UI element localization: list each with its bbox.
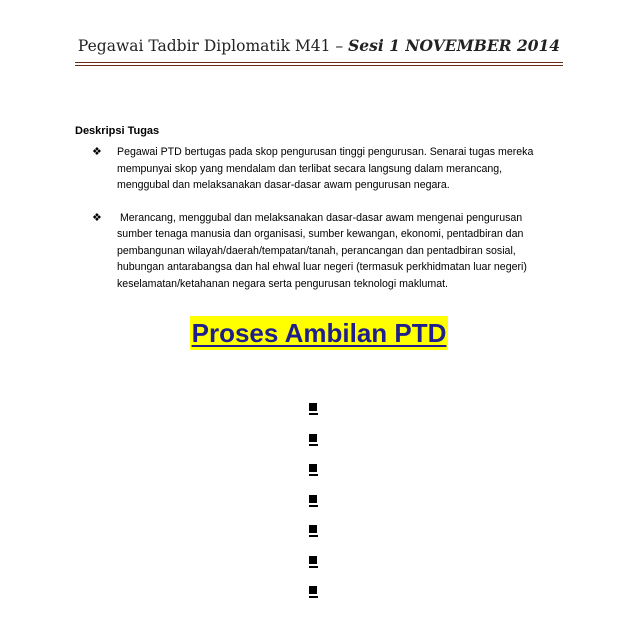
diamond-bullet-icon: ❖ (92, 146, 102, 158)
bullet-line: hubungan antarabangsa dan hal ehwal luar negeri (termasuk perkhidmatan luar negeri) (117, 261, 527, 273)
bullet-line: keselamatan/ketahanan negara serta pengurusan teknologi maklumat. (117, 277, 448, 290)
square-bullet-icon (309, 525, 317, 533)
underline-mark (309, 444, 318, 446)
bullet-line: Pegawai PTD bertugas pada skop pengurusan tinggi pengurusan. Senarai tugas mereka (117, 146, 534, 158)
underline-mark (309, 596, 318, 598)
underline-mark (309, 413, 318, 415)
header-session: Sesi 1 NOVEMBER 2014 (348, 36, 561, 55)
square-bullet-icon (309, 586, 317, 594)
square-bullet-icon (309, 556, 317, 564)
bullet-line: sumber tenaga manusia dan organisasi, sumber kewangan, ekonomi, pentadbiran dan (117, 228, 524, 240)
bullet-item-2 (92, 210, 552, 293)
header-title: Pegawai Tadbir Diplomatik M41 – (77, 37, 349, 55)
bullet-line: Merancang, menggubal dan melaksanakan dasar-dasar awam mengenai pengurusan (117, 211, 523, 224)
square-bullet-icon (309, 434, 317, 442)
underline-mark (309, 566, 318, 568)
task-bullet-list (92, 144, 552, 308)
bullet-item-1 (92, 144, 552, 194)
bullet-line: menggubal dan melaksanakan dasar-dasar awam pengurusan negara. (117, 179, 450, 191)
square-bullet-icon (309, 403, 317, 411)
square-bullet-icon (309, 464, 317, 472)
underline-mark (309, 474, 318, 476)
proses-heading (0, 316, 638, 350)
underline-mark (309, 535, 318, 537)
header-rule-thin (75, 65, 563, 66)
header-rule-thick (75, 62, 563, 63)
underline-mark (309, 505, 318, 507)
bullet-line: pembangunan wilayah/daerah/tempatan/tanah, perancangan dan pentadbiran sosial, (117, 244, 516, 257)
diamond-bullet-icon: ❖ (92, 211, 102, 224)
square-bullet-icon (309, 495, 317, 503)
proses-heading-text: Proses Ambilan PTD (191, 318, 447, 348)
page-header (0, 36, 638, 55)
section-title: Deskripsi Tugas (75, 125, 160, 137)
bullet-line: mempunyai skop yang mendalam dan terlibat secara langsung dalam merancang, (117, 162, 503, 175)
